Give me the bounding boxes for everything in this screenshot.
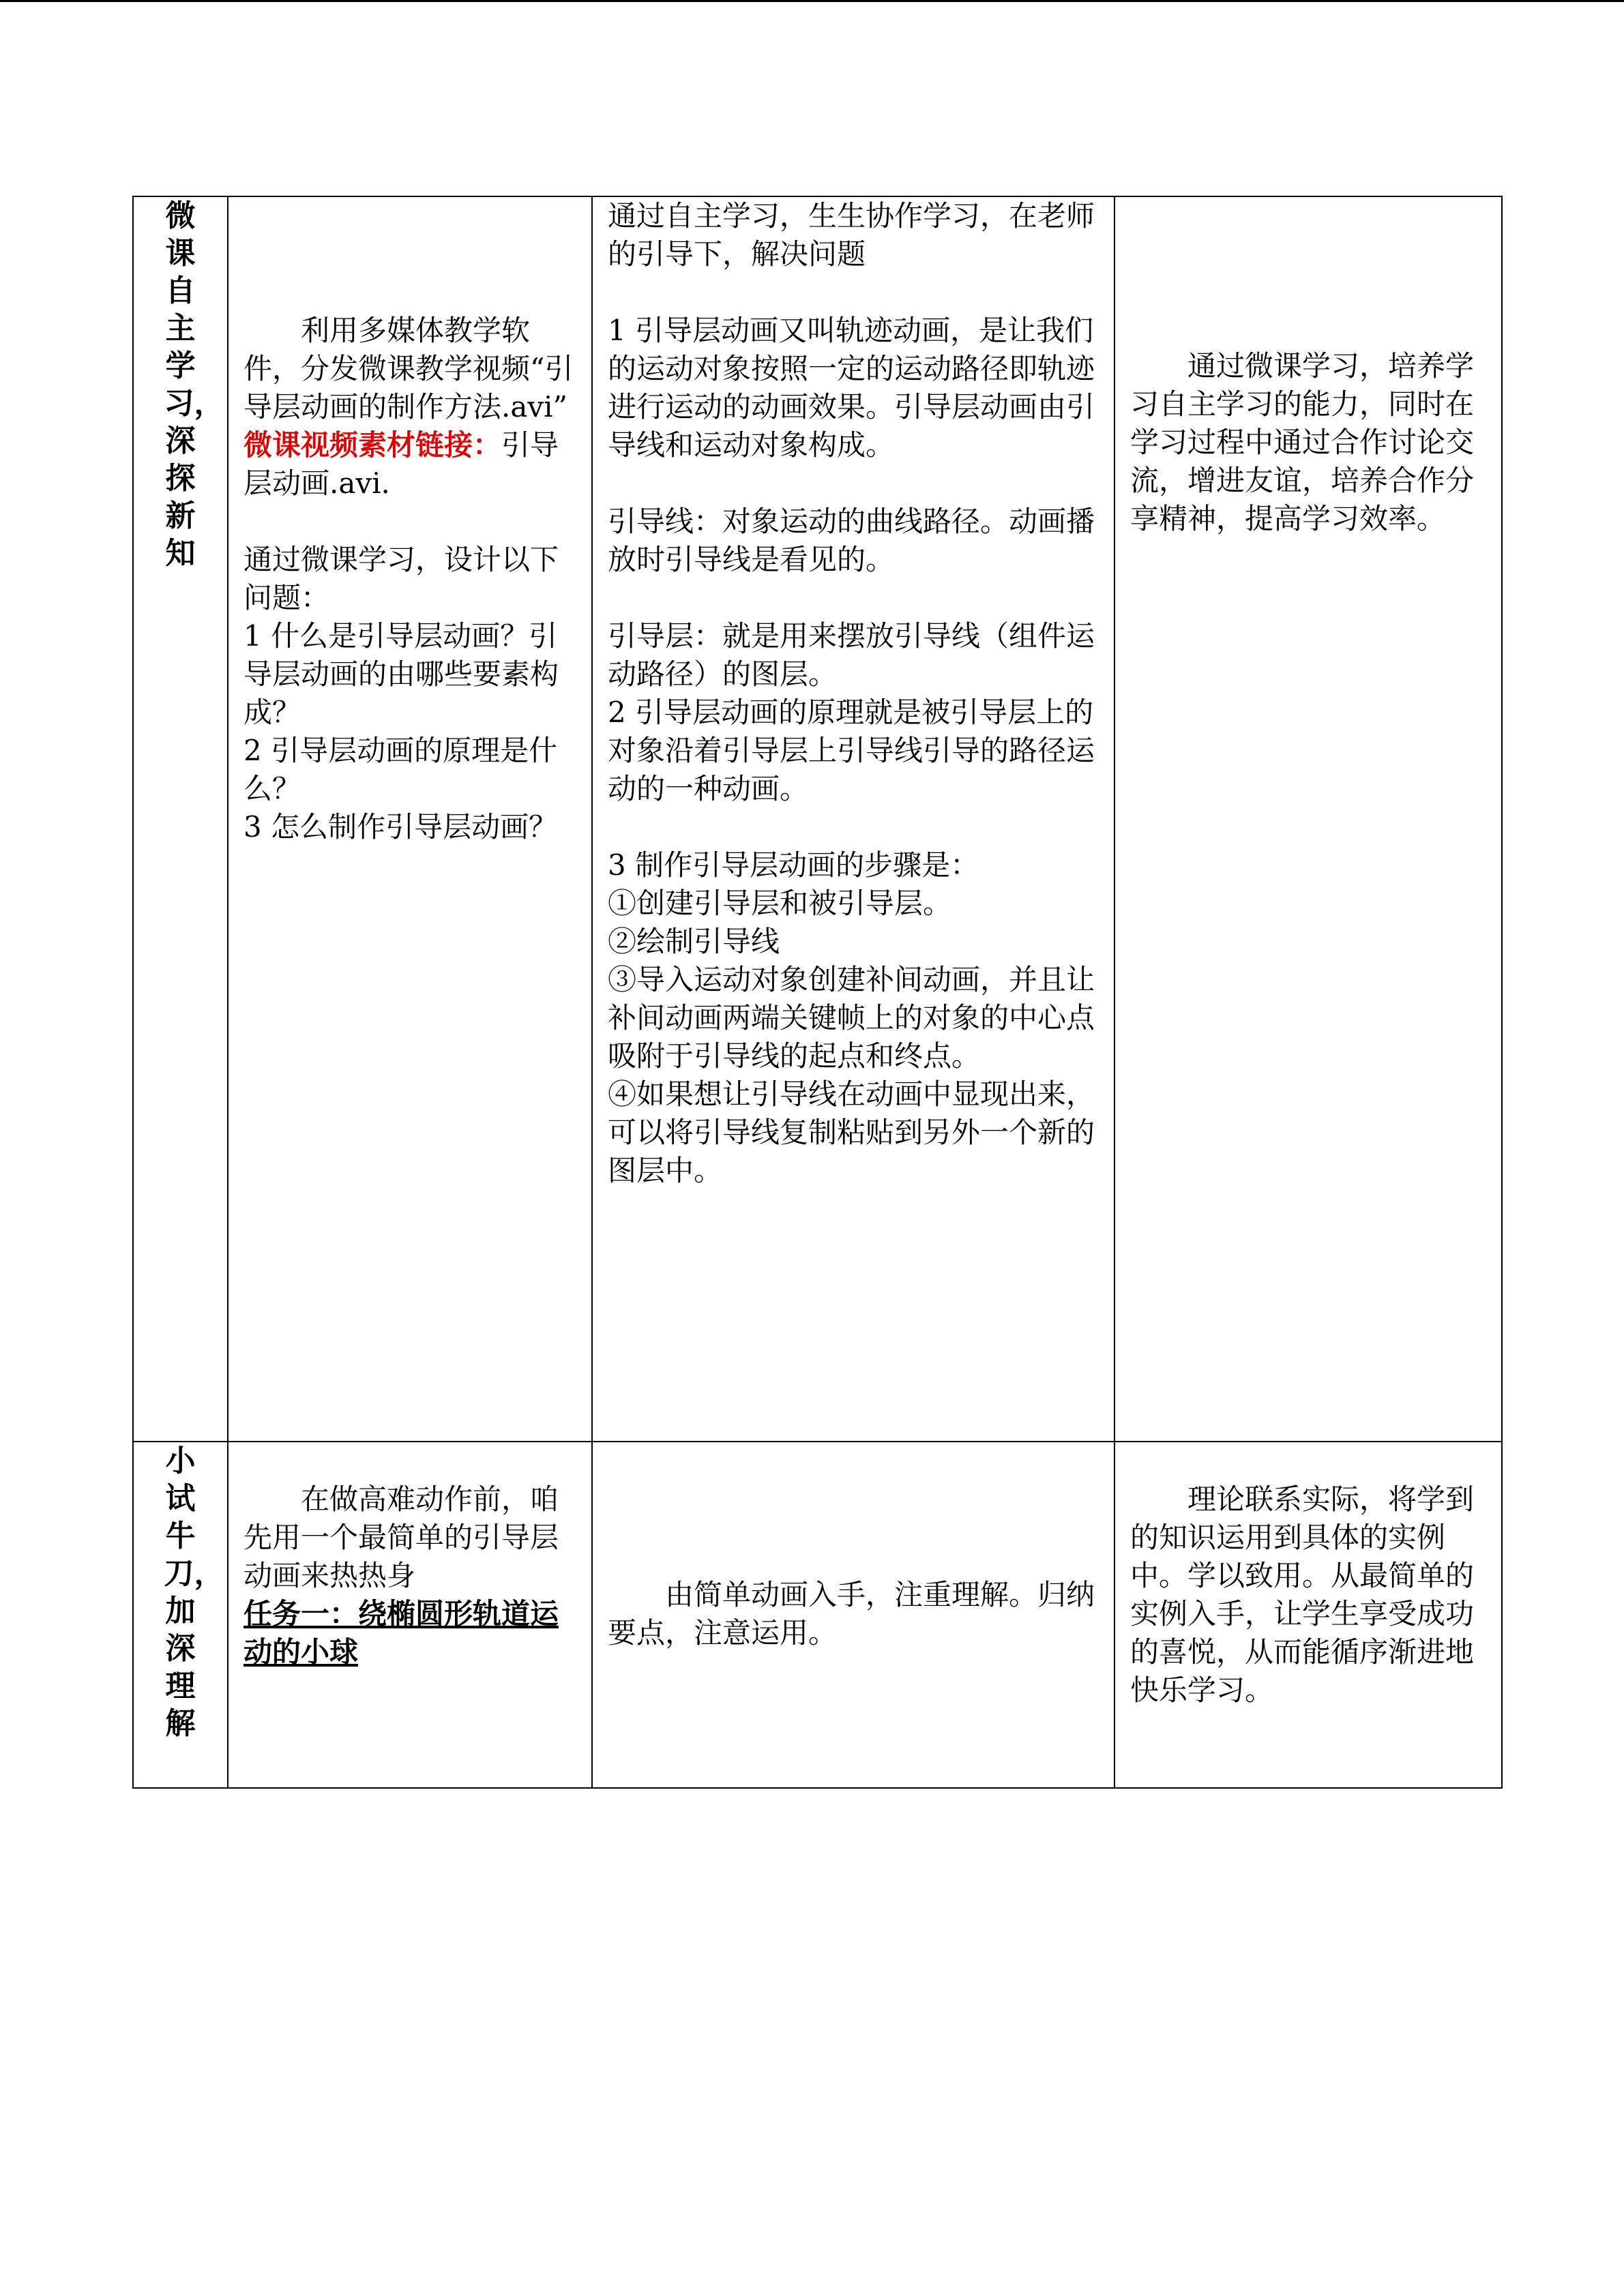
step-1: ①创建引导层和被引导层。 [608,886,952,920]
step-2: ②绘制引导线 [608,925,780,958]
question-3: 3 怎么制作引导层动画？ [243,810,558,844]
design-intent: 理论联系实际，将学到的知识运用到具体的实例中。学以致用。从最简单的实例入手，让学生享受成功的喜悦，从而能循序渐进地快乐学习。 [1130,1482,1475,1707]
question-intro: 通过微课学习，设计以下问题： [243,543,559,614]
video-link[interactable]: 引导层动画.avi. [243,428,559,500]
student-intro: 通过自主学习，生生协作学习，在老师的引导下，解决问题 [608,199,1095,271]
student-point-guide-line: 引导线：对象运动的曲线路径。动画播放时引导线是看见的。 [608,505,1095,576]
student-point-1: 1 引导层动画又叫轨迹动画，是让我们的运动对象按照一定的运动路径即轨迹进行运动的动画效果。引导层动画由引导线和运动对象构成。 [608,314,1095,462]
design-intent: 通过微课学习，培养学习自主学习的能力，同时在学习过程中通过合作讨论交流，增进友谊，培养合作分享精神，提高学习效率。 [1130,349,1475,535]
teacher-activity-cell [228,196,592,1442]
video-link-label: 微课视频素材链接： [243,428,502,462]
student-point-2: 2 引导层动画的原理就是被引导层上的对象沿着引导层上引导线引导的路径运动的一种动画。 [608,696,1095,805]
teacher-intro: 在做高难动作前，咱先用一个最简单的引导层动画来热热身 [243,1482,559,1592]
page-top-border [0,0,1624,2]
student-activity-cell [592,196,1114,1442]
student-point-guide-layer: 引导层：就是用来摆放引导线（组件运动路径）的图层。 [608,619,1095,691]
step-4: ④如果想让引导线在动画中显现出来，可以将引导线复制粘贴到另外一个新的图层中。 [608,1077,1095,1187]
teacher-activity-cell [228,1442,592,1788]
student-activity: 由简单动画入手，注重理解。归纳要点，注意运用。 [608,1578,1095,1650]
question-2: 2 引导层动画的原理是什么？ [243,734,558,805]
design-intent-cell [1114,196,1502,1442]
video-link-line [243,426,576,503]
stage-cell [133,196,228,1442]
question-1: 1 什么是引导层动画？引导层动画的由哪些要素构成？ [243,619,559,729]
steps-title: 3 制作引导层动画的步骤是： [608,848,979,882]
stage-label: 微课自主学习，深探新知 [164,198,224,571]
student-activity-cell [592,1442,1114,1788]
table-row [133,1442,1502,1788]
stage-cell [133,1442,228,1788]
stage-label: 小试牛刀，加深理解 [164,1444,224,1741]
lesson-plan-table [132,196,1503,1789]
step-3: ③导入运动对象创建补间动画，并且让补间动画两端关键帧上的对象的中心点吸附于引导线的起点和终点。 [608,963,1095,1073]
task-one-title: 任务一：绕椭圆形轨道运动的小球 [243,1597,559,1669]
teacher-intro: 利用多媒体教学软件，分发微课教学视频“引导层动画的制作方法.avi” [243,314,574,423]
design-intent-cell [1114,1442,1502,1788]
table-row [133,196,1502,1442]
